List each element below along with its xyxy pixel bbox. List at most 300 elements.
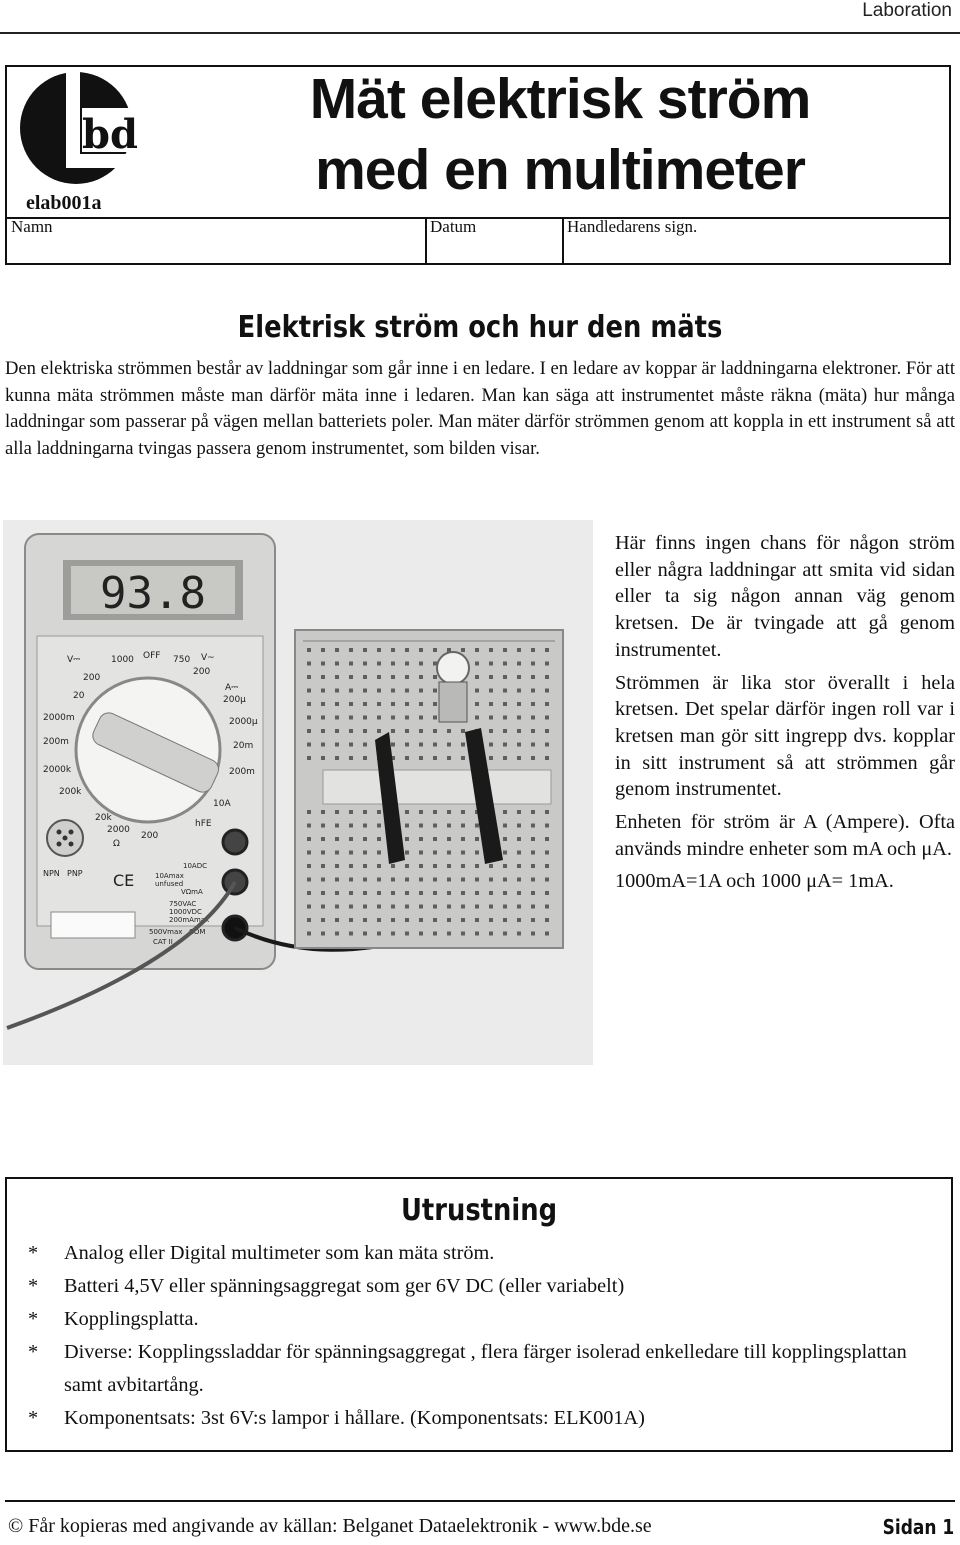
breadboard-hole bbox=[461, 810, 465, 814]
breadboard-hole bbox=[433, 932, 437, 936]
breadboard-hole bbox=[531, 905, 535, 909]
label-200-acv: 200 bbox=[193, 667, 211, 677]
breadboard-hole bbox=[433, 689, 437, 693]
equipment-list bbox=[28, 1237, 928, 1435]
breadboard-hole bbox=[461, 878, 465, 882]
breadboard-hole bbox=[405, 837, 409, 841]
label-unfused: unfused bbox=[155, 880, 184, 888]
breadboard-hole bbox=[447, 878, 451, 882]
breadboard-hole bbox=[531, 864, 535, 868]
breadboard-hole bbox=[307, 675, 311, 679]
breadboard-hole bbox=[545, 905, 549, 909]
breadboard-hole bbox=[335, 810, 339, 814]
breadboard-hole bbox=[517, 878, 521, 882]
breadboard-hole bbox=[307, 702, 311, 706]
breadboard-hole bbox=[377, 905, 381, 909]
breadboard-hole bbox=[377, 918, 381, 922]
breadboard-hole bbox=[433, 837, 437, 841]
breadboard-hole bbox=[335, 837, 339, 841]
breadboard-hole bbox=[335, 648, 339, 652]
list-item bbox=[28, 1402, 928, 1435]
label-20: 20 bbox=[73, 691, 85, 701]
breadboard-hole bbox=[531, 662, 535, 666]
breadboard-hole bbox=[475, 891, 479, 895]
breadboard-hole bbox=[419, 918, 423, 922]
breadboard-hole bbox=[531, 810, 535, 814]
breadboard-hole bbox=[489, 878, 493, 882]
breadboard-hole bbox=[475, 824, 479, 828]
breadboard-hole bbox=[489, 918, 493, 922]
breadboard-hole bbox=[349, 851, 353, 855]
breadboard-hole bbox=[391, 689, 395, 693]
breadboard-hole bbox=[349, 837, 353, 841]
breadboard-hole bbox=[335, 891, 339, 895]
breadboard-hole bbox=[475, 851, 479, 855]
breadboard-hole bbox=[503, 891, 507, 895]
breadboard-hole bbox=[433, 810, 437, 814]
breadboard-hole bbox=[363, 905, 367, 909]
breadboard-hole bbox=[377, 662, 381, 666]
breadboard-hole bbox=[433, 716, 437, 720]
breadboard-hole bbox=[405, 824, 409, 828]
breadboard-hole bbox=[475, 918, 479, 922]
label-amp: A⎓ bbox=[225, 683, 239, 693]
breadboard-hole bbox=[363, 675, 367, 679]
breadboard-hole bbox=[321, 689, 325, 693]
list-item-text: Diverse: Kopplingssladdar för spänningsaggregat , flera färger isolerad enkelledare till kopplingsplattan samt avbitartång. bbox=[64, 1341, 907, 1396]
breadboard-hole bbox=[531, 756, 535, 760]
breadboard-hole bbox=[363, 689, 367, 693]
breadboard-hole bbox=[489, 689, 493, 693]
breadboard-hole bbox=[377, 648, 381, 652]
breadboard-hole bbox=[503, 837, 507, 841]
breadboard-hole bbox=[531, 729, 535, 733]
name-field-label: Namn bbox=[11, 217, 53, 236]
breadboard-hole bbox=[405, 689, 409, 693]
breadboard-hole bbox=[419, 878, 423, 882]
breadboard-hole bbox=[335, 662, 339, 666]
breadboard-hole bbox=[419, 824, 423, 828]
breadboard-hole bbox=[545, 837, 549, 841]
breadboard-hole bbox=[363, 810, 367, 814]
bullet: * bbox=[28, 1341, 39, 1363]
label-200k: 200k bbox=[59, 787, 82, 797]
breadboard-hole bbox=[503, 662, 507, 666]
breadboard-hole bbox=[517, 702, 521, 706]
breadboard-hole bbox=[545, 716, 549, 720]
breadboard-hole bbox=[503, 851, 507, 855]
breadboard-hole bbox=[517, 810, 521, 814]
top-rule bbox=[0, 32, 960, 34]
breadboard-hole bbox=[419, 932, 423, 936]
breadboard-hole bbox=[475, 702, 479, 706]
breadboard-hole bbox=[531, 932, 535, 936]
side-paragraph: 1000mA=1A och 1000 μA= 1mA. bbox=[615, 870, 894, 893]
breadboard-holes bbox=[303, 640, 555, 642]
breadboard-hole bbox=[489, 864, 493, 868]
lamp-bulb bbox=[437, 652, 469, 684]
breadboard-hole bbox=[405, 918, 409, 922]
breadboard-hole bbox=[321, 662, 325, 666]
breadboard-hole bbox=[545, 689, 549, 693]
label-ce: CE bbox=[113, 871, 135, 890]
label-npn: NPN bbox=[43, 869, 60, 878]
breadboard-hole bbox=[531, 716, 535, 720]
breadboard-hole bbox=[503, 675, 507, 679]
footer-rule bbox=[5, 1500, 955, 1502]
breadboard-hole bbox=[349, 662, 353, 666]
breadboard-hole bbox=[517, 648, 521, 652]
label-200m-a: 200m bbox=[229, 767, 255, 777]
breadboard-hole bbox=[307, 810, 311, 814]
breadboard-hole bbox=[377, 689, 381, 693]
breadboard-hole bbox=[349, 891, 353, 895]
supervisor-sign-field-label: Handledarens sign. bbox=[567, 217, 698, 236]
breadboard-hole bbox=[377, 675, 381, 679]
label-hfe: hFE bbox=[195, 819, 212, 829]
breadboard-hole bbox=[419, 689, 423, 693]
breadboard-hole bbox=[335, 729, 339, 733]
breadboard-hole bbox=[391, 648, 395, 652]
breadboard-hole bbox=[307, 716, 311, 720]
breadboard-hole bbox=[363, 878, 367, 882]
field-divider bbox=[562, 217, 564, 265]
breadboard-hole bbox=[405, 891, 409, 895]
breadboard-hole bbox=[419, 716, 423, 720]
breadboard-hole bbox=[545, 648, 549, 652]
label-1000: 1000 bbox=[111, 655, 134, 665]
label-500vmax: 500Vmax bbox=[149, 928, 183, 936]
breadboard-hole bbox=[503, 743, 507, 747]
breadboard-hole bbox=[335, 743, 339, 747]
equipment-heading: Utrustning bbox=[400, 1193, 558, 1228]
breadboard-hole bbox=[419, 810, 423, 814]
label-10adc: 10ADC bbox=[183, 862, 207, 870]
breadboard-hole bbox=[363, 716, 367, 720]
title-field-separator bbox=[5, 217, 951, 219]
breadboard-hole bbox=[419, 905, 423, 909]
breadboard-hole bbox=[405, 743, 409, 747]
side-paragraph: Här finns ingen chans för någon ström eller några laddningar att smita vid sidan eller ta sig någon annan väg genom kretsen. De är tvingade att gå genom instrumentet. bbox=[615, 532, 955, 661]
breadboard-hole bbox=[447, 824, 451, 828]
breadboard-hole bbox=[475, 716, 479, 720]
breadboard-hole bbox=[363, 932, 367, 936]
breadboard-hole bbox=[377, 729, 381, 733]
label-pnp: PNP bbox=[67, 869, 83, 878]
breadboard-hole bbox=[475, 675, 479, 679]
logo-letters: bd bbox=[82, 111, 138, 158]
intro-text: Den elektriska strömmen består av laddningar som går inne i en ledare. I en ledare av koppar är laddningarna elektroner. För att kunna mäta strömmen måste man därför mäta inne i ledaren. Man kan säga att instrumentet måste räkna (mäta) hur många laddningar som passerar på vägen mellan batteriets poler. Man mäter därför strömmen genom att koppla in ett instrument så att alla laddningarna tvingas passera genom instrumentet, som bilden visar. bbox=[5, 358, 955, 459]
breadboard-hole bbox=[433, 905, 437, 909]
label-200-dcv: 200 bbox=[83, 673, 101, 683]
breadboard-hole bbox=[405, 648, 409, 652]
breadboard-hole bbox=[489, 702, 493, 706]
label-2000-ohm: 2000 bbox=[107, 825, 130, 835]
breadboard-hole bbox=[321, 891, 325, 895]
photo-illustration bbox=[3, 520, 593, 1065]
breadboard-hole bbox=[461, 756, 465, 760]
breadboard-hole bbox=[377, 891, 381, 895]
breadboard-hole bbox=[545, 729, 549, 733]
breadboard-hole bbox=[307, 662, 311, 666]
lamp-holder bbox=[439, 682, 467, 722]
breadboard-hole bbox=[433, 675, 437, 679]
breadboard-hole bbox=[349, 702, 353, 706]
breadboard-hole bbox=[447, 864, 451, 868]
label-750vac: 750VAC bbox=[169, 900, 197, 908]
breadboard-hole bbox=[461, 824, 465, 828]
breadboard-hole bbox=[307, 864, 311, 868]
bd-logo bbox=[14, 68, 144, 186]
breadboard-hole bbox=[349, 756, 353, 760]
breadboard-hole bbox=[363, 851, 367, 855]
breadboard-hole bbox=[531, 743, 535, 747]
breadboard-hole bbox=[433, 918, 437, 922]
breadboard-hole bbox=[335, 878, 339, 882]
breadboard-hole bbox=[503, 864, 507, 868]
breadboard-hole bbox=[531, 837, 535, 841]
breadboard-hole bbox=[321, 810, 325, 814]
breadboard-hole bbox=[433, 743, 437, 747]
breadboard-hole bbox=[363, 702, 367, 706]
breadboard-hole bbox=[405, 810, 409, 814]
side-explanation bbox=[615, 530, 955, 901]
breadboard-hole bbox=[391, 932, 395, 936]
breadboard-hole bbox=[405, 716, 409, 720]
label-2000m-v: 2000m bbox=[43, 713, 75, 723]
breadboard-hole bbox=[321, 756, 325, 760]
breadboard-hole bbox=[391, 878, 395, 882]
breadboard-hole bbox=[517, 824, 521, 828]
breadboard-hole bbox=[419, 837, 423, 841]
document-type-label: Laboration bbox=[862, 0, 952, 21]
page-title-line-2: med en multimeter bbox=[315, 138, 805, 202]
breadboard-hole bbox=[377, 810, 381, 814]
breadboard-hole bbox=[545, 662, 549, 666]
breadboard-hole bbox=[321, 716, 325, 720]
breadboard-hole bbox=[335, 851, 339, 855]
breadboard-hole bbox=[475, 878, 479, 882]
breadboard-hole bbox=[419, 729, 423, 733]
breadboard-hole bbox=[363, 864, 367, 868]
breadboard-hole bbox=[531, 824, 535, 828]
breadboard-hole bbox=[307, 891, 311, 895]
label-2000u: 2000μ bbox=[229, 717, 258, 727]
breadboard-hole bbox=[335, 918, 339, 922]
breadboard-hole bbox=[433, 864, 437, 868]
breadboard-hole bbox=[363, 837, 367, 841]
label-ohm: Ω bbox=[113, 839, 120, 849]
breadboard-hole bbox=[349, 905, 353, 909]
breadboard-hole bbox=[391, 905, 395, 909]
breadboard-hole bbox=[461, 905, 465, 909]
section-heading: Elektrisk ström och hur den mäts bbox=[237, 310, 723, 345]
list-item-text: Kopplingsplatta. bbox=[64, 1308, 199, 1330]
breadboard-hole bbox=[461, 837, 465, 841]
breadboard-hole bbox=[405, 702, 409, 706]
label-200-ohm: 200 bbox=[141, 831, 159, 841]
breadboard-hole bbox=[489, 756, 493, 760]
label-1000vdc: 1000VDC bbox=[169, 908, 202, 916]
breadboard-hole bbox=[503, 729, 507, 733]
breadboard-hole bbox=[545, 756, 549, 760]
breadboard-hole bbox=[433, 729, 437, 733]
breadboard-hole bbox=[307, 918, 311, 922]
breadboard-hole bbox=[377, 824, 381, 828]
breadboard-hole bbox=[475, 648, 479, 652]
breadboard-hole bbox=[307, 878, 311, 882]
breadboard-hole bbox=[405, 905, 409, 909]
breadboard-hole bbox=[475, 905, 479, 909]
breadboard-hole bbox=[447, 729, 451, 733]
label-v-dc: V⎓ bbox=[67, 655, 81, 665]
breadboard-hole bbox=[517, 864, 521, 868]
breadboard-hole bbox=[489, 729, 493, 733]
breadboard-hole bbox=[349, 729, 353, 733]
breadboard-hole bbox=[419, 891, 423, 895]
breadboard-hole bbox=[307, 648, 311, 652]
breadboard-hole bbox=[405, 932, 409, 936]
breadboard-hole bbox=[447, 851, 451, 855]
list-item bbox=[28, 1237, 928, 1270]
breadboard-hole bbox=[349, 932, 353, 936]
breadboard-hole bbox=[503, 810, 507, 814]
breadboard-hole bbox=[405, 756, 409, 760]
breadboard-hole bbox=[517, 905, 521, 909]
breadboard-hole bbox=[335, 675, 339, 679]
breadboard-hole bbox=[433, 824, 437, 828]
breadboard-hole bbox=[349, 689, 353, 693]
breadboard-hole bbox=[321, 837, 325, 841]
breadboard-hole bbox=[545, 810, 549, 814]
breadboard-hole bbox=[363, 891, 367, 895]
breadboard-hole bbox=[349, 675, 353, 679]
label-200mamax: 200mAmax bbox=[169, 916, 210, 924]
breadboard-hole bbox=[321, 743, 325, 747]
breadboard-hole bbox=[363, 662, 367, 666]
breadboard-hole bbox=[419, 743, 423, 747]
breadboard-hole bbox=[321, 729, 325, 733]
breadboard-hole bbox=[461, 743, 465, 747]
list-item-text: Analog eller Digital multimeter som kan mäta ström. bbox=[64, 1242, 495, 1264]
breadboard-hole bbox=[307, 756, 311, 760]
label-cat: CAT II bbox=[153, 938, 173, 946]
breadboard-hole bbox=[349, 824, 353, 828]
breadboard-hole bbox=[335, 716, 339, 720]
label-20m: 20m bbox=[233, 741, 254, 751]
breadboard-hole bbox=[363, 918, 367, 922]
breadboard-hole bbox=[349, 810, 353, 814]
breadboard-hole bbox=[545, 932, 549, 936]
breadboard-hole bbox=[489, 648, 493, 652]
breadboard-hole bbox=[531, 891, 535, 895]
breadboard-hole bbox=[321, 851, 325, 855]
breadboard-hole bbox=[377, 702, 381, 706]
breadboard-hole bbox=[489, 716, 493, 720]
breadboard-hole bbox=[419, 864, 423, 868]
breadboard-hole bbox=[363, 729, 367, 733]
breadboard-hole bbox=[461, 851, 465, 855]
breadboard-hole bbox=[419, 662, 423, 666]
breadboard-hole bbox=[377, 864, 381, 868]
breadboard-hole bbox=[503, 932, 507, 936]
breadboard-hole bbox=[461, 891, 465, 895]
breadboard-hole bbox=[349, 716, 353, 720]
breadboard-hole bbox=[447, 743, 451, 747]
breadboard-hole bbox=[335, 864, 339, 868]
breadboard-hole bbox=[321, 648, 325, 652]
breadboard-hole bbox=[391, 702, 395, 706]
multimeter-photo bbox=[3, 520, 593, 1065]
breadboard-hole bbox=[503, 689, 507, 693]
bullet: * bbox=[28, 1242, 39, 1264]
breadboard-hole bbox=[391, 864, 395, 868]
breadboard-hole bbox=[545, 851, 549, 855]
breadboard-hole bbox=[377, 851, 381, 855]
breadboard-hole bbox=[517, 662, 521, 666]
breadboard-hole bbox=[307, 837, 311, 841]
intro-paragraph bbox=[5, 356, 955, 462]
list-item-text: Komponentsats: 3st 6V:s lampor i hållare. (Komponentsats: ELK001A) bbox=[64, 1407, 645, 1429]
breadboard-hole bbox=[447, 905, 451, 909]
breadboard-hole bbox=[475, 662, 479, 666]
breadboard-hole bbox=[321, 878, 325, 882]
breadboard-hole bbox=[321, 905, 325, 909]
field-divider bbox=[425, 217, 427, 265]
breadboard-hole bbox=[433, 891, 437, 895]
breadboard-hole bbox=[405, 878, 409, 882]
breadboard-hole bbox=[489, 932, 493, 936]
breadboard-hole bbox=[307, 743, 311, 747]
breadboard-hole bbox=[531, 851, 535, 855]
breadboard-channel bbox=[323, 770, 551, 804]
breadboard-hole bbox=[517, 689, 521, 693]
breadboard-hole bbox=[447, 810, 451, 814]
breadboard-hole bbox=[517, 716, 521, 720]
page-number: Sidan 1 bbox=[882, 1515, 954, 1539]
breadboard-hole bbox=[503, 824, 507, 828]
breadboard-hole bbox=[531, 689, 535, 693]
breadboard-hole bbox=[447, 932, 451, 936]
breadboard-hole bbox=[545, 891, 549, 895]
breadboard-hole bbox=[377, 837, 381, 841]
breadboard-hole bbox=[419, 648, 423, 652]
breadboard-hole bbox=[419, 702, 423, 706]
breadboard-hole bbox=[489, 891, 493, 895]
breadboard-hole bbox=[545, 918, 549, 922]
breadboard-hole bbox=[461, 864, 465, 868]
breadboard-hole bbox=[363, 648, 367, 652]
list-item bbox=[28, 1336, 928, 1402]
breadboard-hole bbox=[517, 932, 521, 936]
breadboard-hole bbox=[503, 702, 507, 706]
breadboard-hole bbox=[321, 702, 325, 706]
breadboard-hole bbox=[503, 648, 507, 652]
list-item bbox=[28, 1270, 928, 1303]
label-20k: 20k bbox=[95, 813, 112, 823]
breadboard-hole bbox=[503, 918, 507, 922]
label-750: 750 bbox=[173, 655, 191, 665]
breadboard-hole bbox=[461, 932, 465, 936]
breadboard-hole bbox=[307, 851, 311, 855]
breadboard-hole bbox=[307, 932, 311, 936]
breadboard-hole bbox=[503, 756, 507, 760]
breadboard-hole bbox=[461, 729, 465, 733]
breadboard-hole bbox=[321, 932, 325, 936]
breadboard-hole bbox=[461, 648, 465, 652]
breadboard-hole bbox=[377, 716, 381, 720]
breadboard-hole bbox=[503, 878, 507, 882]
